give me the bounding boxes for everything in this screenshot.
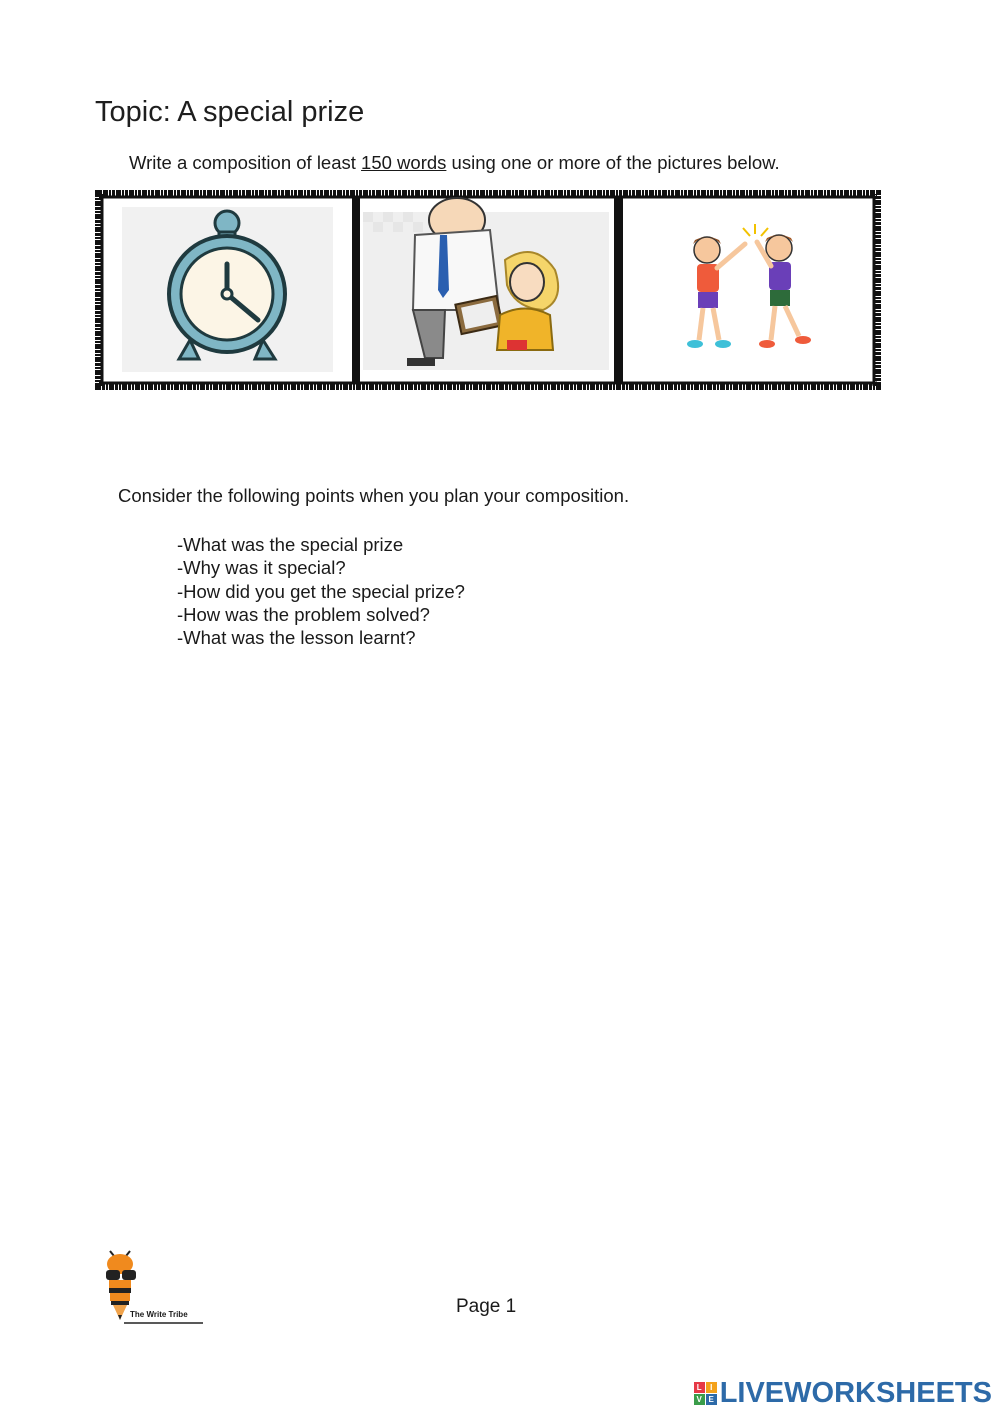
brand-text: LIVEWORKSHEETS [719, 1376, 992, 1409]
list-item: -How was the problem solved? [177, 603, 430, 625]
list-item: -What was the lesson learnt? [177, 627, 416, 649]
worksheet-title: Topic: A special prize [95, 96, 365, 128]
write-tribe-logo [100, 1250, 210, 1330]
consider-heading: Consider the following points when you plan your composition. [118, 485, 630, 506]
page-number: Page 1 [456, 1296, 517, 1317]
logo-letter: L [694, 1382, 705, 1393]
kids-high-five-icon [626, 207, 867, 372]
list-item: -Why was it special? [177, 557, 346, 579]
alarm-clock-icon [122, 207, 333, 372]
picture-strip [95, 190, 881, 390]
logo-letter: E [706, 1394, 717, 1405]
instruction-before: Write a composition of least [129, 152, 362, 173]
frame-divider [352, 196, 360, 384]
word-count-requirement: 150 words [361, 152, 447, 173]
teacher-giving-certificate-icon [363, 198, 609, 370]
liveworksheets-brand [694, 1376, 992, 1410]
list-item: -How did you get the special prize? [177, 580, 465, 602]
instruction-after: using one or more of the pictures below. [446, 152, 780, 173]
liveworksheets-logo-icon [694, 1382, 717, 1405]
frame-divider [614, 196, 623, 384]
guiding-points-list [177, 533, 465, 649]
list-item: -What was the special prize [177, 534, 404, 555]
logo-text: The Write Tribe [130, 1310, 188, 1319]
instruction-text [129, 152, 780, 174]
logo-letter: V [694, 1394, 705, 1405]
logo-letter: I [706, 1382, 717, 1393]
